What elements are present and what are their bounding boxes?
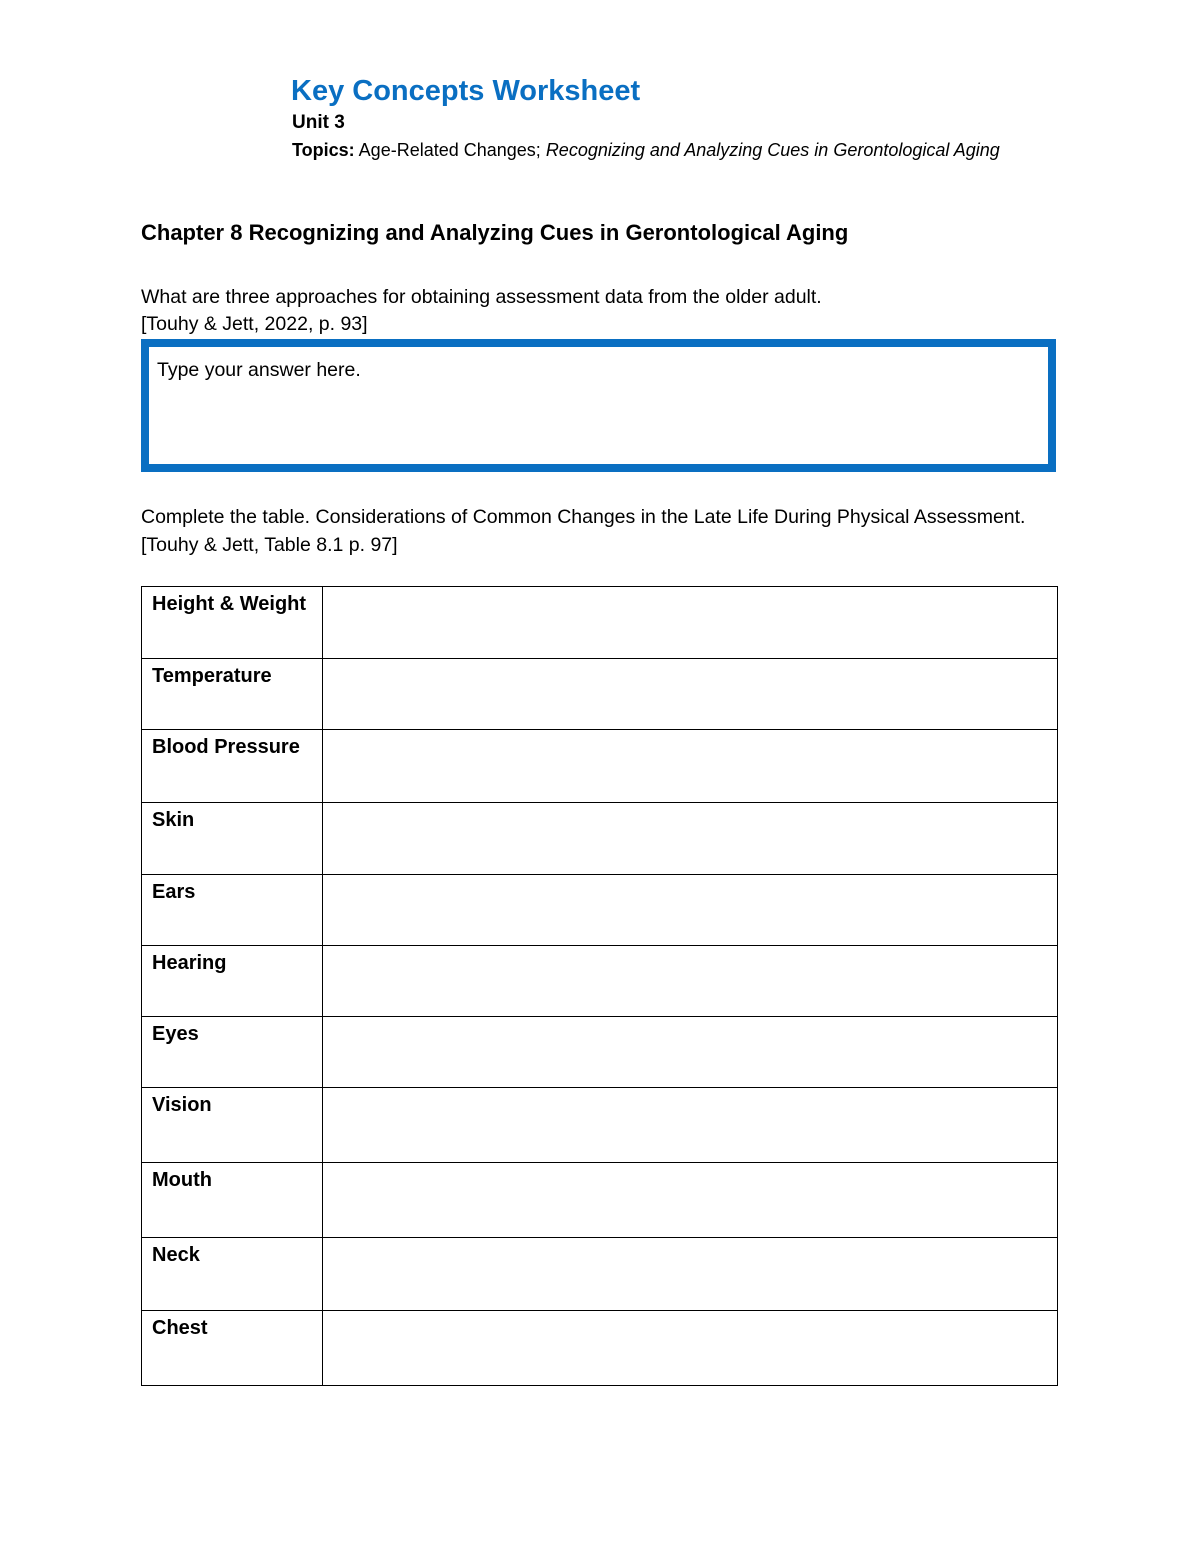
answer-cell[interactable] xyxy=(323,1088,1058,1163)
row-label: Hearing xyxy=(142,946,323,1017)
answer-cell[interactable] xyxy=(323,1238,1058,1311)
row-label: Blood Pressure xyxy=(142,730,323,803)
row-label: Vision xyxy=(142,1088,323,1163)
table-row xyxy=(142,1017,1058,1088)
table-row xyxy=(142,659,1058,730)
row-label: Temperature xyxy=(142,659,323,730)
table-row xyxy=(142,1088,1058,1163)
question-prompt xyxy=(141,284,1061,338)
row-label: Chest xyxy=(142,1311,323,1386)
table-row xyxy=(142,1238,1058,1311)
row-label: Eyes xyxy=(142,1017,323,1088)
row-label: Neck xyxy=(142,1238,323,1311)
chapter-heading: Chapter 8 Recognizing and Analyzing Cues in Gerontological Aging xyxy=(141,220,849,245)
table-instruction: Complete the table. Considerations of Common Changes in the Late Life During Physical Assessment. [Touhy & Jett, Table 8.1 p. 97] xyxy=(141,506,1026,556)
row-label: Mouth xyxy=(142,1163,323,1238)
assessment-table xyxy=(141,586,1058,1386)
answer-cell[interactable] xyxy=(323,875,1058,946)
answer-cell[interactable] xyxy=(323,1163,1058,1238)
answer-box[interactable] xyxy=(141,339,1056,472)
topics-line xyxy=(292,138,1012,163)
assessment-table-body xyxy=(142,587,1058,1386)
topics-label: Topics: xyxy=(292,140,355,160)
table-row xyxy=(142,587,1058,659)
unit-label: Unit 3 xyxy=(292,112,345,133)
table-row xyxy=(142,946,1058,1017)
question-text: What are three approaches for obtaining assessment data from the older adult. xyxy=(141,286,822,308)
worksheet-title: Key Concepts Worksheet xyxy=(291,75,641,107)
answer-cell[interactable] xyxy=(323,946,1058,1017)
answer-cell[interactable] xyxy=(323,803,1058,875)
row-label: Skin xyxy=(142,803,323,875)
table-row xyxy=(142,803,1058,875)
answer-cell[interactable] xyxy=(323,587,1058,659)
answer-field[interactable]: Type your answer here. xyxy=(157,359,361,381)
answer-cell[interactable] xyxy=(323,1311,1058,1386)
topics-italic-text: Recognizing and Analyzing Cues in Gerontological Aging xyxy=(545,140,1000,160)
row-label: Height & Weight xyxy=(142,587,323,659)
table-row xyxy=(142,1163,1058,1238)
answer-cell[interactable] xyxy=(323,1017,1058,1088)
row-label: Ears xyxy=(142,875,323,946)
table-row xyxy=(142,1311,1058,1386)
question-citation: [Touhy & Jett, 2022, p. 93] xyxy=(141,313,368,335)
table-row xyxy=(142,730,1058,803)
topics-plain-text: Age-Related Changes; xyxy=(354,140,546,160)
answer-cell[interactable] xyxy=(323,659,1058,730)
table-row xyxy=(142,875,1058,946)
answer-cell[interactable] xyxy=(323,730,1058,803)
